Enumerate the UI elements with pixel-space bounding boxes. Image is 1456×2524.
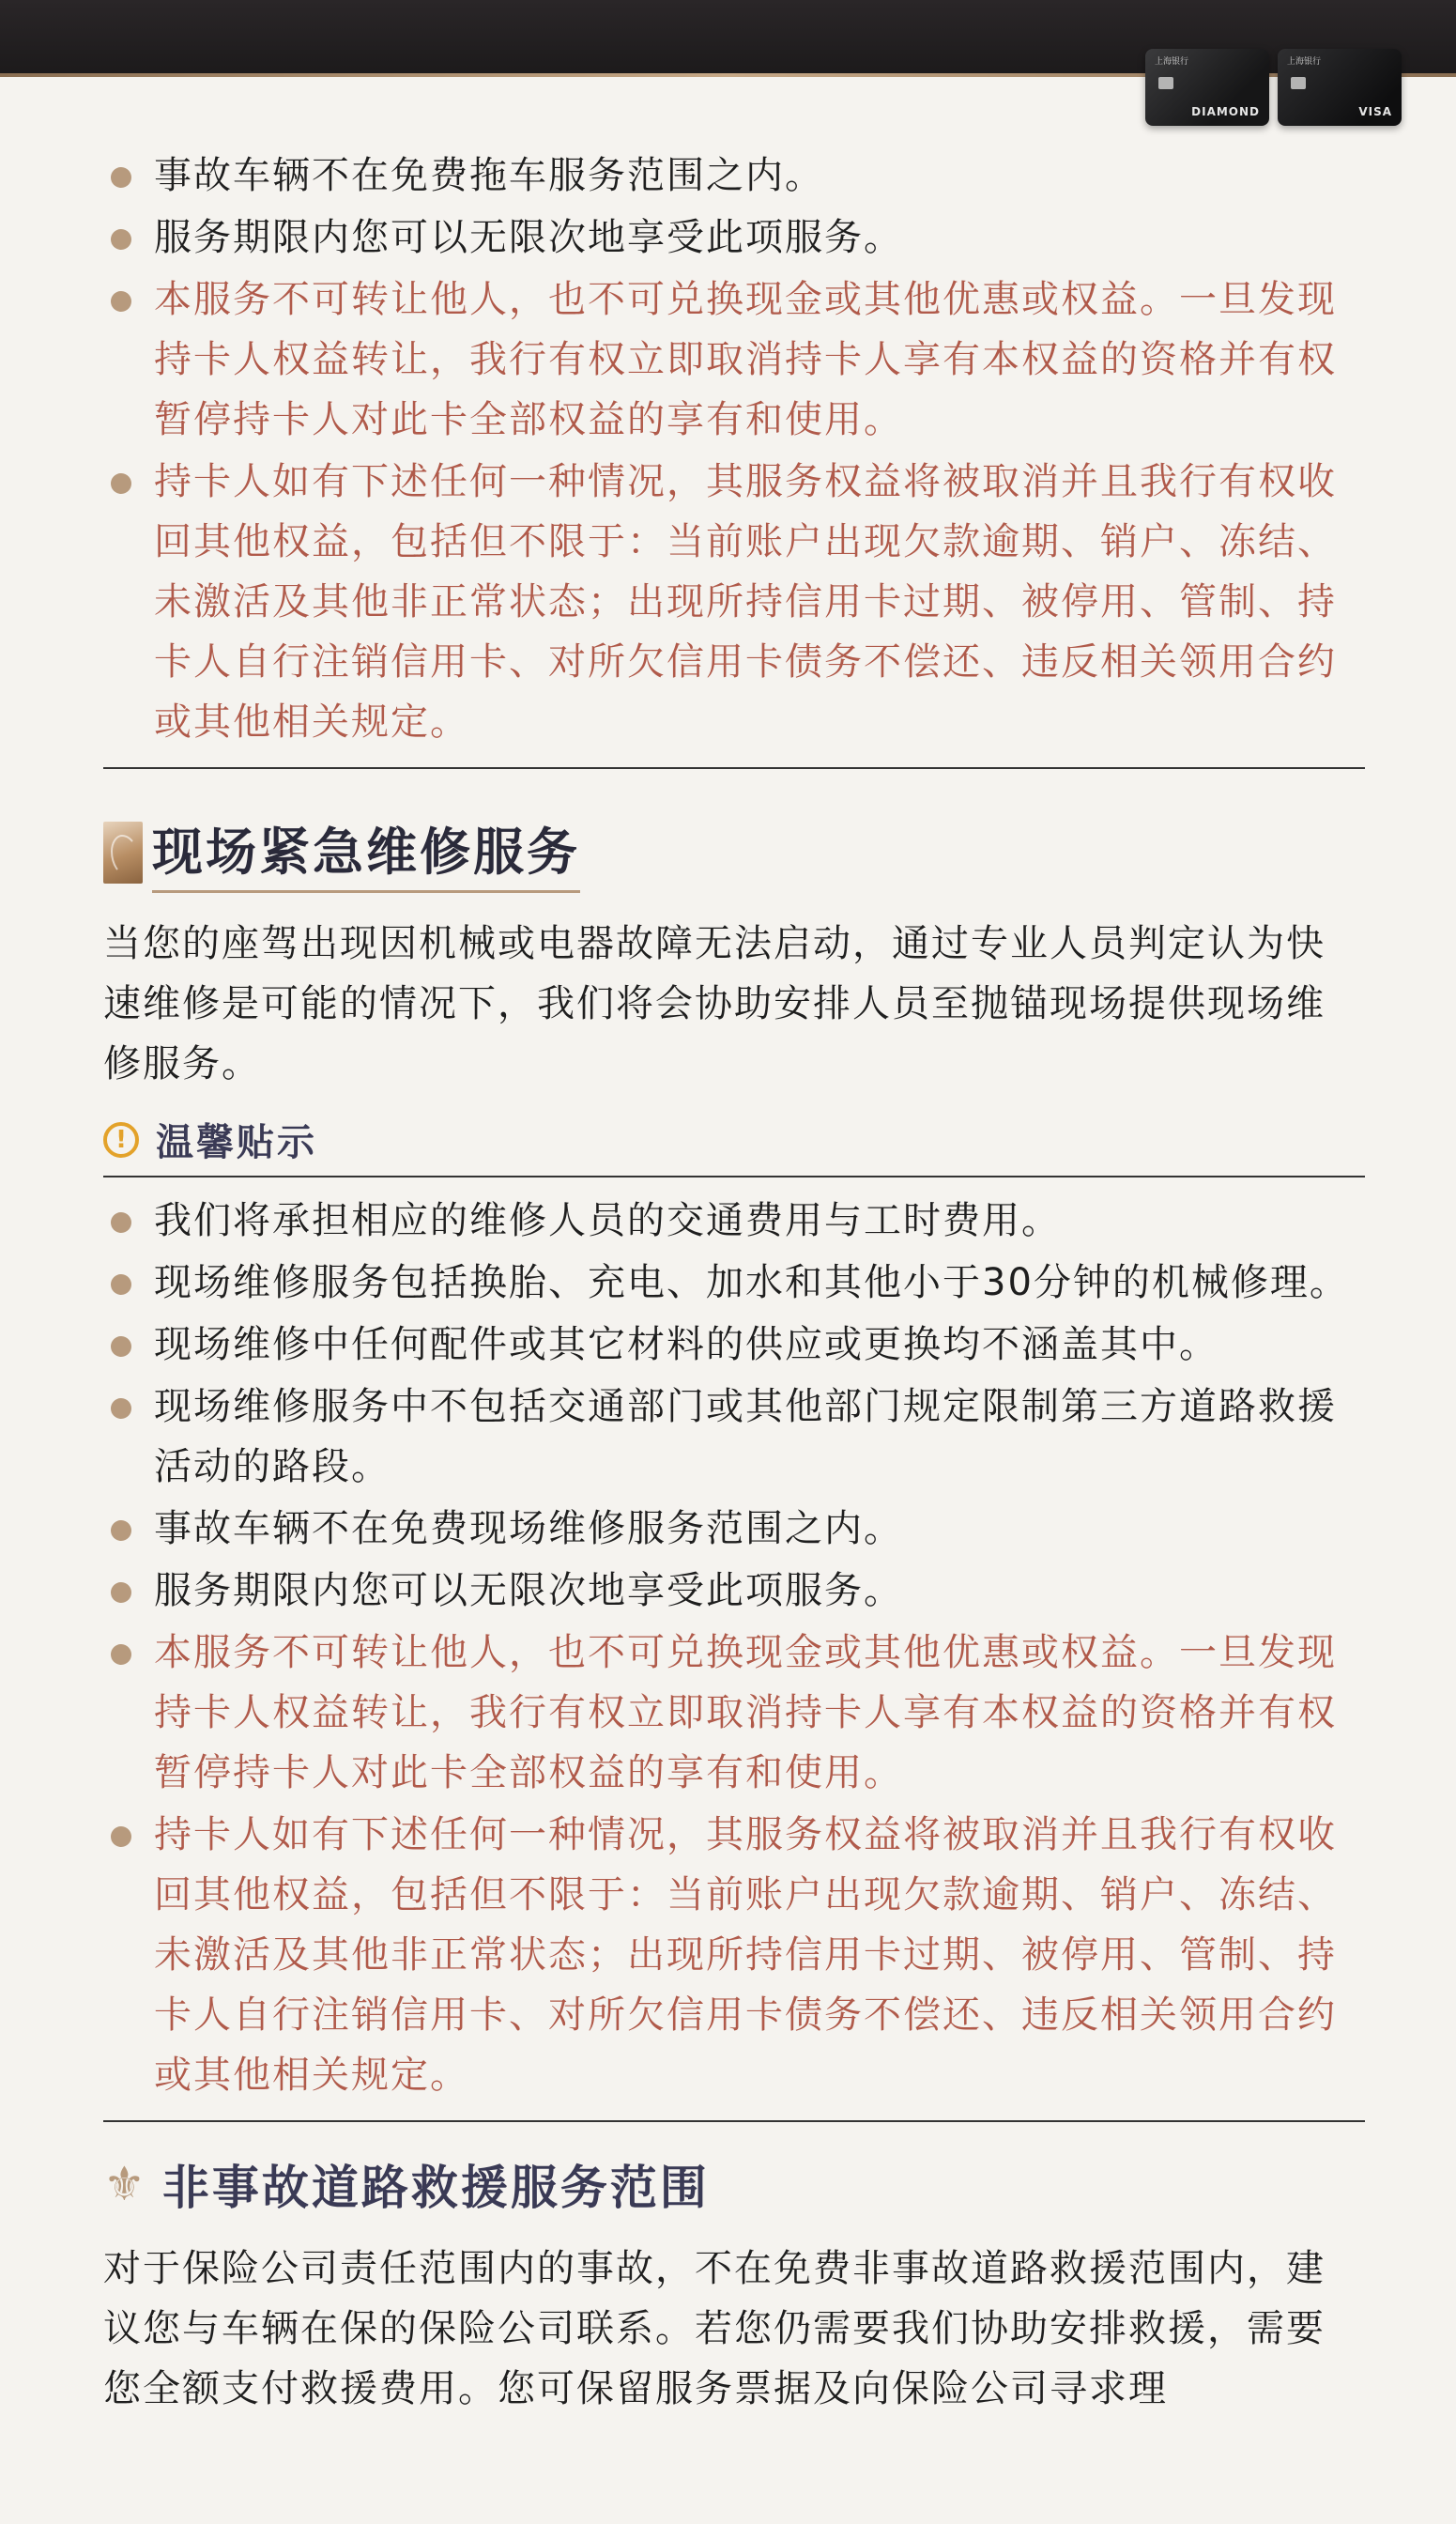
card-bank-label: 上海银行 [1155, 57, 1189, 67]
list-item-warning: 本服务不可转让他人，也不可兑换现金或其他优惠或权益。一旦发现持卡人权益转让，我行有权立即取消持卡人享有本权益的资格并有权暂停持卡人对此卡全部权益的享有和使用。 [103, 269, 1361, 450]
section-intro: 对于保险公司责任范围内的事故，不在免费非事故道路救援范围内，建议您与车辆在保的保险公司联系。若您仍需要我们协助安排救援，需要您全额支付救援费用。您可保留服务票据及向保险公司寻求理 [103, 2247, 1326, 2410]
exclamation-icon: ! [103, 1122, 139, 1158]
fleur-de-lis-icon: ⚜ [103, 2157, 146, 2211]
list-item-warning: 持卡人如有下述任何一种情况，其服务权益将被取消并且我行有权收回其他权益，包括但不限于：当前账户出现欠款逾期、销户、冻结、未激活及其他非正常状态；出现所持信用卡过期、被停用、管制、持卡人自行注销信用卡、对所欠信用卡债务不偿还、违反相关领用合约或其他相关规定。 [103, 1805, 1361, 2105]
tip-label: 温馨贴示 [156, 1121, 317, 1164]
section-intro: 当您的座驾出现因机械或电器故障无法启动，通过专业人员判定认为快速维修是可能的情况下，我们将会协助安排人员至抛锚现场提供现场维修服务。 [103, 922, 1326, 1085]
card-brand-label: VISA [1358, 105, 1392, 118]
list-item: 现场维修中任何配件或其它材料的供应或更换均不涵盖其中。 [103, 1315, 1361, 1375]
list-item: 现场维修服务包括换胎、充电、加水和其他小于30分钟的机械修理。 [103, 1253, 1361, 1313]
towing-notes-list [103, 146, 1361, 752]
list-item: 事故车辆不在免费拖车服务范围之内。 [103, 146, 1361, 206]
section-header-repair [103, 812, 1361, 893]
page-content [103, 146, 1361, 2419]
section-title: 现场紧急维修服务 [152, 812, 580, 893]
card-chip-icon [1158, 77, 1173, 89]
section-divider [103, 767, 1365, 769]
tip-divider [103, 1176, 1365, 1177]
card-bank-label: 上海银行 [1287, 57, 1322, 67]
section-title: 非事故道路救援服务范围 [161, 2161, 710, 2215]
list-item: 事故车辆不在免费现场维修服务范围之内。 [103, 1499, 1361, 1559]
leaf-badge-icon [103, 822, 143, 884]
card-chip-icon [1291, 77, 1306, 89]
list-item: 我们将承担相应的维修人员的交通费用与工时费用。 [103, 1191, 1361, 1251]
list-item-warning: 本服务不可转让他人，也不可兑换现金或其他优惠或权益。一旦发现持卡人权益转让，我行有权立即取消持卡人享有本权益的资格并有权暂停持卡人对此卡全部权益的享有和使用。 [103, 1623, 1361, 1803]
list-item: 现场维修服务中不包括交通部门或其他部门规定限制第三方道路救援活动的路段。 [103, 1377, 1361, 1497]
credit-card-diamond-image [1145, 49, 1269, 126]
list-item: 服务期限内您可以无限次地享受此项服务。 [103, 1561, 1361, 1621]
list-item-warning: 持卡人如有下述任何一种情况，其服务权益将被取消并且我行有权收回其他权益，包括但不限于：当前账户出现欠款逾期、销户、冻结、未激活及其他非正常状态；出现所持信用卡过期、被停用、管制、持卡人自行注销信用卡、对所欠信用卡债务不偿还、违反相关领用合约或其他相关规定。 [103, 452, 1361, 752]
section-header-non-accident [103, 2150, 1361, 2218]
credit-card-visa-image [1278, 49, 1402, 126]
section-divider [103, 2120, 1365, 2122]
card-brand-label: DIAMOND [1191, 105, 1260, 118]
list-item: 服务期限内您可以无限次地享受此项服务。 [103, 208, 1361, 268]
tip-heading [103, 1113, 1361, 1166]
repair-notes-list [103, 1191, 1361, 2105]
